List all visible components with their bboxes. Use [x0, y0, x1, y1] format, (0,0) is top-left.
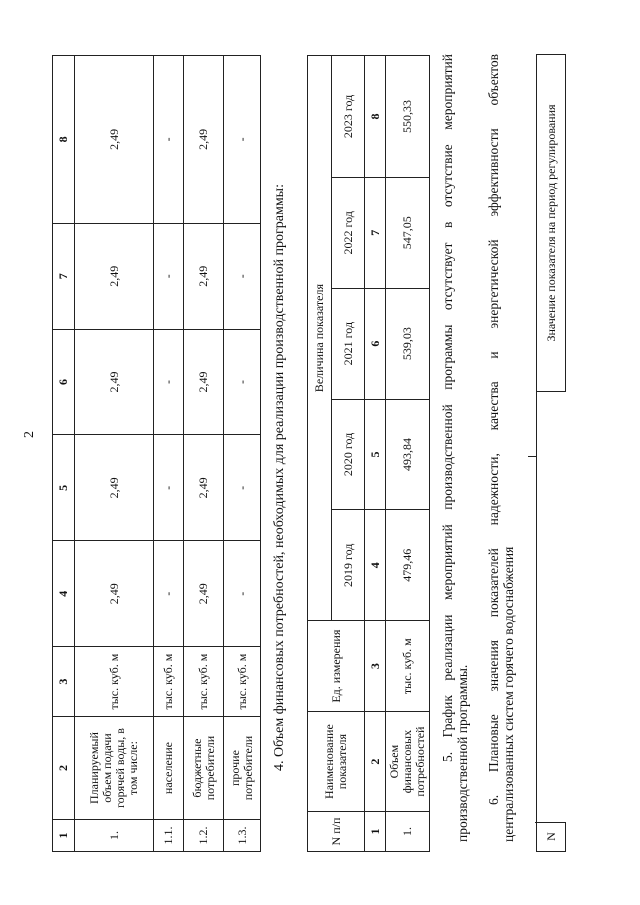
table2-cell: 479,46 [386, 510, 430, 621]
table1-cell: население [154, 717, 184, 820]
table1-header-cell: 8 [53, 56, 75, 224]
table1-cell: 2,49 [184, 329, 224, 435]
table1-header-cell: 3 [53, 647, 75, 717]
table2-cell: 1. [386, 812, 430, 852]
table1-cell: бюджетные потребители [184, 717, 224, 820]
table1-cell: - [224, 541, 261, 647]
table3-col-n-border [536, 822, 566, 852]
table1-cell: Планируемый объем подачи горячей воды, в том числе: [75, 717, 154, 820]
table1-header-cell: 7 [53, 223, 75, 329]
table1-cell: - [154, 541, 184, 647]
table2-number-cell: 4 [365, 510, 386, 621]
table1-cell: тыс. куб. м [224, 647, 261, 717]
table1-header-cell: 6 [53, 329, 75, 435]
table1-cell: - [224, 329, 261, 435]
table2-number-cell: 1 [365, 812, 386, 852]
table2-cell: 547,05 [386, 177, 430, 288]
table1-cell: 2,49 [75, 329, 154, 435]
table1-header-row [53, 56, 75, 852]
table1-cell: тыс. куб. м [154, 647, 184, 717]
table3-value-header-border [536, 54, 566, 392]
table1-cell: - [154, 435, 184, 541]
table-row [154, 56, 184, 852]
table1-cell: - [224, 435, 261, 541]
table1-cell: 2,49 [184, 223, 224, 329]
table2-cell: Объем финансовых потребностей [386, 712, 430, 812]
table2-group-header-row [308, 56, 332, 852]
table1-cell: прочие потребители [224, 717, 261, 820]
table2-header-group: Величина показателя [308, 56, 332, 621]
table1-cell: 1.3. [224, 820, 261, 852]
table2-year-cell: 2021 год [332, 288, 365, 399]
table-row [386, 56, 430, 852]
table-row [224, 56, 261, 852]
section5-line1: 5. График реализации мероприятий производственной программы отсутствует в отсутствие мероприятий [440, 54, 455, 762]
table1-header-cell: 4 [53, 541, 75, 647]
table2-number-cell: 5 [365, 399, 386, 510]
table2-year-cell: 2020 год [332, 399, 365, 510]
section6-paragraph [486, 54, 516, 842]
table1-cell: 2,49 [184, 435, 224, 541]
table3-top-line [536, 392, 537, 852]
table1-cell: 2,49 [75, 223, 154, 329]
table1-cell: - [154, 329, 184, 435]
table1-cell: 1.2. [184, 820, 224, 852]
table2-number-cell: 7 [365, 177, 386, 288]
table1-cell: 2,49 [184, 541, 224, 647]
table1-cell: - [224, 56, 261, 224]
planned-volume-table [52, 55, 261, 852]
table2-number-row [365, 56, 386, 852]
table1-cell: 2,49 [75, 56, 154, 224]
table1-cell: - [154, 223, 184, 329]
table1-cell: 1. [75, 820, 154, 852]
table2-header-n: N п/п [308, 812, 365, 852]
table1-cell: тыс. куб. м [184, 647, 224, 717]
table1-cell: тыс. куб. м [75, 647, 154, 717]
table3-col-line [528, 456, 536, 457]
table1-cell: 2,49 [75, 435, 154, 541]
section5-line2: производственной программы. [455, 664, 470, 842]
table1-header-cell: 1 [53, 820, 75, 852]
section6-line1: 6. Плановые значения показателей надежности, качества и энергетической эффективности объектов [486, 54, 501, 805]
table2-year-cell: 2022 год [332, 177, 365, 288]
table2-number-cell: 3 [365, 621, 386, 712]
table2-header-unit: Ед. измерения [308, 621, 365, 712]
table2-number-cell: 2 [365, 712, 386, 812]
section5-paragraph [440, 54, 470, 842]
section6-line2: централизованных систем горячего водоснабжения [501, 546, 516, 842]
table1-header-cell: 5 [53, 435, 75, 541]
table2-cell: 493,84 [386, 399, 430, 510]
table1-header-cell: 2 [53, 717, 75, 820]
table1-cell: 2,49 [75, 541, 154, 647]
table-row [184, 56, 224, 852]
table3-divider [535, 822, 565, 823]
table2-cell: 550,33 [386, 56, 430, 178]
table2-year-cell: 2023 год [332, 56, 365, 178]
table1-cell: - [224, 223, 261, 329]
table1-cell: - [154, 56, 184, 224]
table2-number-cell: 6 [365, 288, 386, 399]
table2-header-name: Наименование показателя [308, 712, 365, 812]
table1-cell: 1.1. [154, 820, 184, 852]
table3-header-value: Значение показателя на период регулирования [543, 104, 558, 342]
table2-cell: 539,03 [386, 288, 430, 399]
table2-cell: тыс. куб. м [386, 621, 430, 712]
page-number: 2 [22, 431, 37, 438]
reliability-table [536, 55, 596, 852]
financial-needs-table [307, 55, 430, 852]
table2-number-cell: 8 [365, 56, 386, 178]
table-row [75, 56, 154, 852]
section4-title: 4. Объем финансовых потребностей, необходимых для реализации производственной программы: [272, 184, 287, 771]
table3-header-n: N [543, 832, 558, 841]
table1-cell: 2,49 [184, 56, 224, 224]
table2-year-cell: 2019 год [332, 510, 365, 621]
